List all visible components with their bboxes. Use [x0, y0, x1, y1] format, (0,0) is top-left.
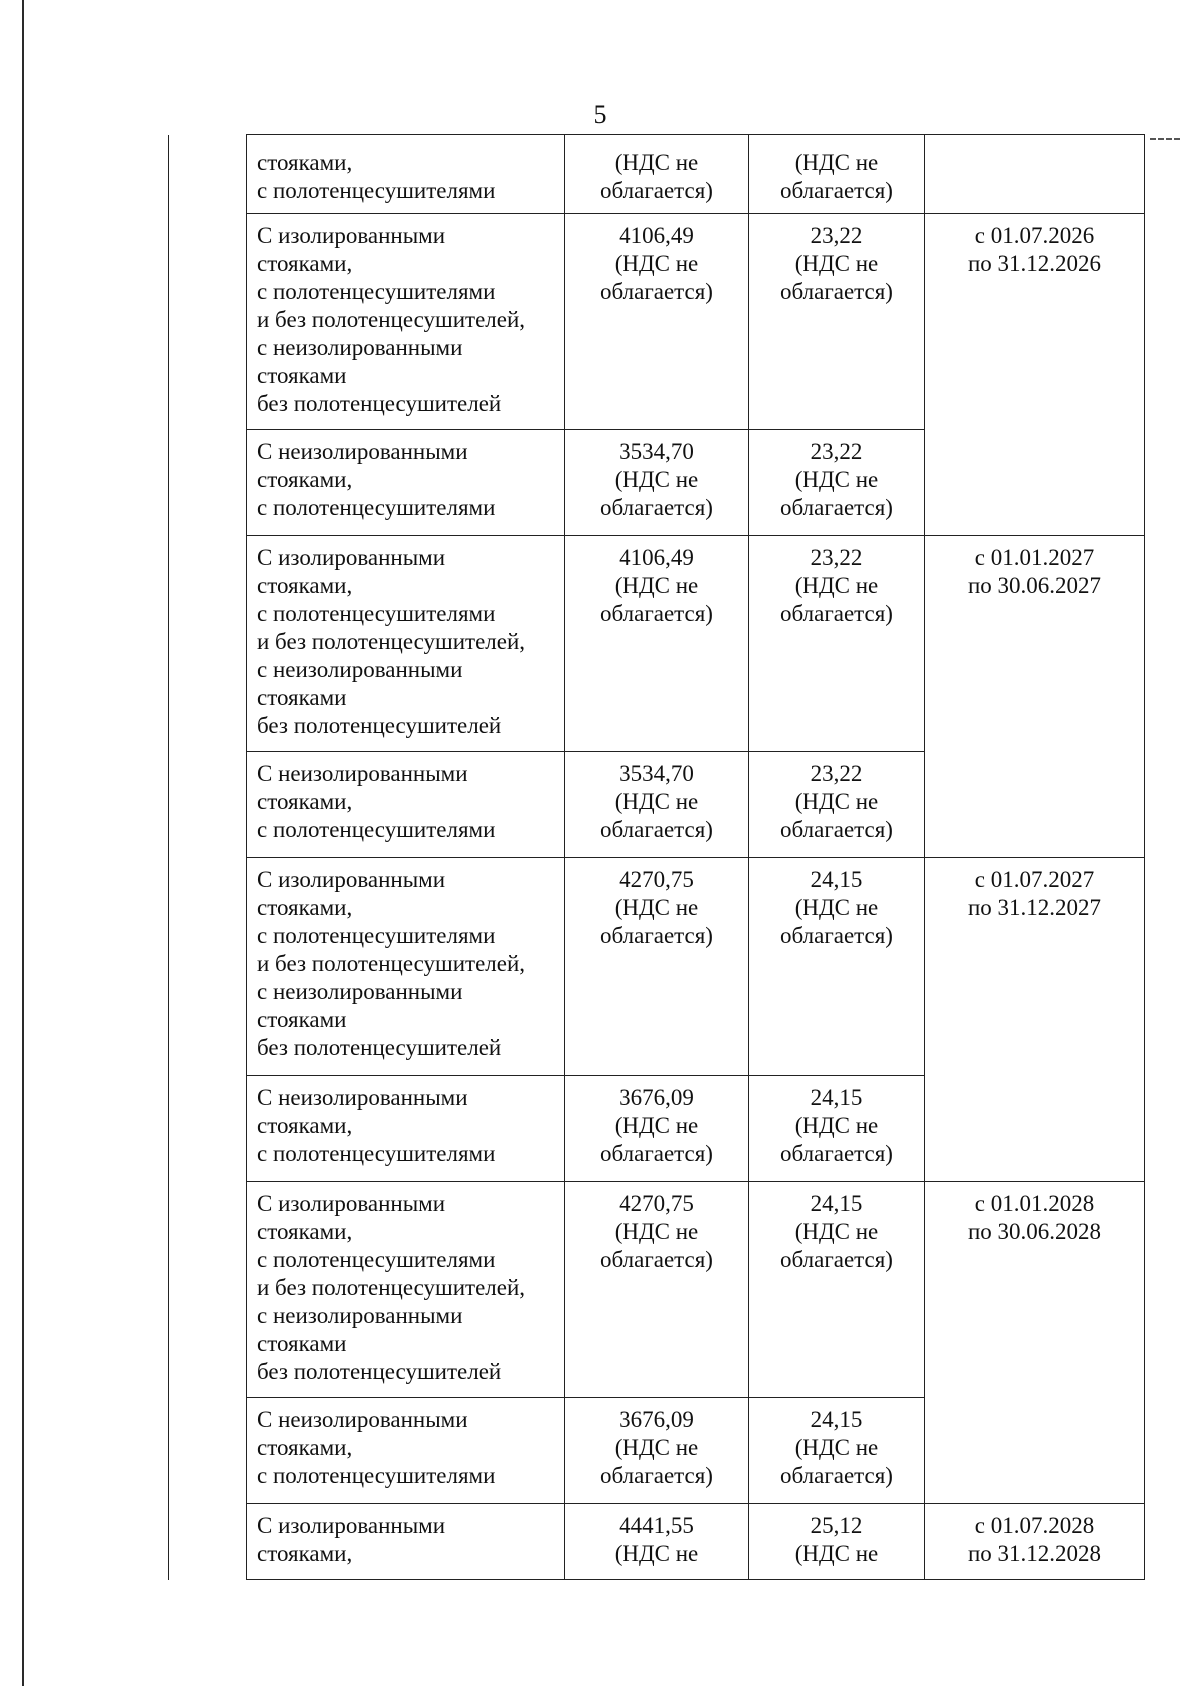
- period-cell: с 01.07.2026 по 31.12.2026: [925, 214, 1145, 536]
- rate-cell: 4270,75 (НДС не облагается): [565, 1182, 749, 1398]
- table-row: [169, 135, 1145, 214]
- rate-cell: 4106,49 (НДС не облагается): [565, 536, 749, 752]
- rate-cell: (НДС не облагается): [565, 135, 749, 214]
- period-cell: [925, 135, 1145, 214]
- table-row: [169, 536, 1145, 752]
- description-cell: С неизолированными стояками, с полотенцесушителями: [247, 752, 565, 858]
- rate-cell: 24,15 (НДС не облагается): [749, 1076, 925, 1182]
- rate-cell: 4441,55 (НДС не: [565, 1504, 749, 1580]
- description-cell: С изолированными стояками,: [247, 1504, 565, 1580]
- index-column-cell: [169, 135, 247, 1580]
- rate-cell: 25,12 (НДС не: [749, 1504, 925, 1580]
- table-row: [169, 1504, 1145, 1580]
- rate-cell: 24,15 (НДС не облагается): [749, 858, 925, 1076]
- description-cell: С неизолированными стояками, с полотенцесушителями: [247, 1398, 565, 1504]
- scan-edge-line: [22, 0, 24, 1686]
- page-number: 5: [593, 100, 607, 129]
- rate-cell: 4270,75 (НДС не облагается): [565, 858, 749, 1076]
- rate-cell: 23,22 (НДС не облагается): [749, 214, 925, 430]
- description-cell: С изолированными стояками, с полотенцесушителями и без полотенцесушителей, с неизолированными стояками без полотенцесушителей: [247, 1182, 565, 1398]
- rate-cell: 23,22 (НДС не облагается): [749, 536, 925, 752]
- period-cell: с 01.01.2028 по 30.06.2028: [925, 1182, 1145, 1504]
- rate-cell: 23,22 (НДС не облагается): [749, 430, 925, 536]
- period-cell: с 01.07.2028 по 31.12.2028: [925, 1504, 1145, 1580]
- table-row: [169, 1182, 1145, 1398]
- tariff-table: [168, 134, 1145, 1580]
- rate-cell: 24,15 (НДС не облагается): [749, 1182, 925, 1398]
- rate-cell: 3676,09 (НДС не облагается): [565, 1076, 749, 1182]
- rate-cell: 3534,70 (НДС не облагается): [565, 430, 749, 536]
- description-cell: С неизолированными стояками, с полотенцесушителями: [247, 1076, 565, 1182]
- rate-cell: 3534,70 (НДС не облагается): [565, 752, 749, 858]
- rate-cell: 23,22 (НДС не облагается): [749, 752, 925, 858]
- description-cell: стояками, с полотенцесушителями: [247, 135, 565, 214]
- description-cell: С изолированными стояками, с полотенцесушителями и без полотенцесушителей, с неизолированными стояками без полотенцесушителей: [247, 536, 565, 752]
- table-row: [169, 858, 1145, 1076]
- rate-cell: 3676,09 (НДС не облагается): [565, 1398, 749, 1504]
- period-cell: с 01.01.2027 по 30.06.2027: [925, 536, 1145, 858]
- rate-cell: 4106,49 (НДС не облагается): [565, 214, 749, 430]
- description-cell: С изолированными стояками, с полотенцесушителями и без полотенцесушителей, с неизолированными стояками без полотенцесушителей: [247, 214, 565, 430]
- table-row: [169, 214, 1145, 430]
- description-cell: С неизолированными стояками, с полотенцесушителями: [247, 430, 565, 536]
- period-cell: с 01.07.2027 по 31.12.2027: [925, 858, 1145, 1182]
- scan-dash-mark: [1150, 138, 1180, 140]
- rate-cell: 24,15 (НДС не облагается): [749, 1398, 925, 1504]
- rate-cell: (НДС не облагается): [749, 135, 925, 214]
- description-cell: С изолированными стояками, с полотенцесушителями и без полотенцесушителей, с неизолированными стояками без полотенцесушителей: [247, 858, 565, 1076]
